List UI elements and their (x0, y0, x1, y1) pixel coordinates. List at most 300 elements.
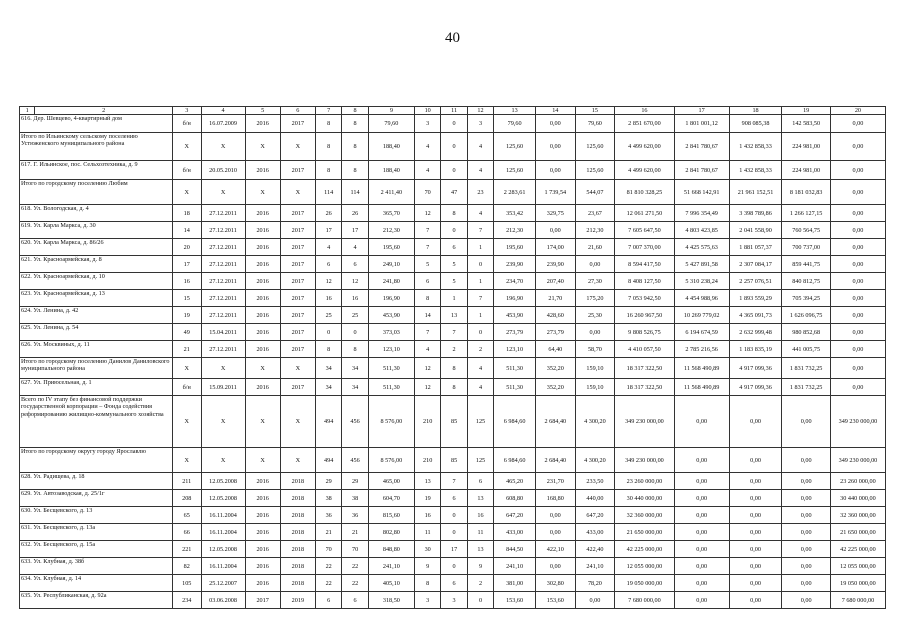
table-cell: 9 (467, 558, 493, 575)
table-cell: 20.05.2010 (201, 161, 245, 180)
table-cell: 2016 (245, 341, 280, 358)
row-number: 618. (21, 205, 34, 213)
housing-table (19, 106, 886, 609)
table-cell: 4 (414, 133, 440, 161)
table-cell: 13 (441, 307, 467, 324)
address-text: Ул. Радищева, д. 18 (33, 473, 85, 481)
table-cell: 6 (315, 256, 341, 273)
table-row (20, 205, 886, 222)
table-cell: 195,60 (368, 239, 414, 256)
table-row (20, 379, 886, 396)
table-cell: 21 961 152,51 (729, 180, 782, 205)
table-cell: 0,00 (674, 396, 729, 448)
table-cell: 2017 (280, 273, 315, 290)
table-cell: 441 005,75 (782, 341, 830, 358)
table-cell: 195,60 (494, 239, 536, 256)
table-cell: 18 317 322,50 (615, 379, 674, 396)
table-cell: 6 (441, 239, 467, 256)
table-cell: 0 (441, 161, 467, 180)
table-cell: 2017 (280, 290, 315, 307)
table-cell: 2017 (280, 222, 315, 239)
table-cell: 2017 (280, 324, 315, 341)
address-cell (20, 575, 173, 592)
table-cell: 234,70 (494, 273, 536, 290)
row-number: 619. (21, 222, 34, 230)
table-cell: 422,40 (575, 541, 615, 558)
table-cell: 21 (315, 524, 341, 541)
table-row (20, 358, 886, 379)
table-cell: 19 050 000,00 (830, 575, 885, 592)
table-cell: 0 (467, 324, 493, 341)
housing-table-container (19, 106, 886, 609)
table-cell: 2016 (245, 239, 280, 256)
table-cell: 2 283,61 (494, 180, 536, 205)
table-cell: 208 (172, 490, 201, 507)
table-row (20, 448, 886, 473)
table-cell: 25 (315, 307, 341, 324)
table-cell: 608,80 (494, 490, 536, 507)
table-cell: 848,80 (368, 541, 414, 558)
column-number-cell: 11 (441, 107, 467, 115)
table-cell: 16.11.2004 (201, 558, 245, 575)
table-cell: X (201, 396, 245, 448)
table-cell: 2016 (245, 379, 280, 396)
table-cell: 2016 (245, 290, 280, 307)
table-cell: 11 (467, 524, 493, 541)
address-cell (20, 490, 173, 507)
table-cell: 1 801 001,12 (674, 115, 729, 133)
table-cell: 210 (414, 448, 440, 473)
table-cell: 2 041 558,90 (729, 222, 782, 239)
table-cell: X (280, 180, 315, 205)
address-text: Итого по городскому поселению Данилов Даниловского муниципального района (21, 358, 170, 373)
table-cell: 27.12.2011 (201, 273, 245, 290)
table-cell: 32 360 000,00 (830, 507, 885, 524)
table-cell: 0,00 (536, 222, 576, 239)
table-cell: 175,20 (575, 290, 615, 307)
table-cell: 17 (342, 222, 368, 239)
table-cell: 2017 (280, 256, 315, 273)
table-cell: 511,30 (494, 358, 536, 379)
table-cell: 224 981,00 (782, 161, 830, 180)
table-cell: 21 (172, 341, 201, 358)
table-row (20, 558, 886, 575)
table-cell: 212,30 (494, 222, 536, 239)
column-number-cell: 6 (280, 107, 315, 115)
table-cell: 453,90 (368, 307, 414, 324)
table-row (20, 324, 886, 341)
table-cell: 70 (315, 541, 341, 558)
table-cell: 21 650 000,00 (830, 524, 885, 541)
table-cell: б/н (172, 115, 201, 133)
table-cell: 0,00 (729, 448, 782, 473)
table-cell: 318,50 (368, 592, 414, 609)
address-cell (20, 592, 173, 609)
table-cell: X (280, 396, 315, 448)
table-cell: 27.12.2011 (201, 341, 245, 358)
table-cell: 125,60 (494, 133, 536, 161)
table-cell: 4 499 620,00 (615, 161, 674, 180)
address-text: Ул. Ленина, д. 54 (33, 324, 79, 332)
column-number-cell: 9 (368, 107, 414, 115)
address-text: Ул. Бесщевского, д. 13 (33, 507, 93, 515)
address-cell (20, 558, 173, 575)
table-cell: 34 (342, 379, 368, 396)
table-cell: 0,00 (575, 592, 615, 609)
column-number-cell: 1 (20, 107, 35, 115)
table-cell: 16.11.2004 (201, 524, 245, 541)
table-cell: 231,70 (536, 473, 576, 490)
address-text: Ул. Бесщевского, д. 13а (33, 524, 96, 532)
table-cell: 125 (467, 396, 493, 448)
address-cell (20, 307, 173, 324)
table-cell: 0,00 (830, 358, 885, 379)
row-number: 629. (21, 490, 34, 498)
table-cell: 196,90 (494, 290, 536, 307)
table-cell: б/н (172, 161, 201, 180)
table-cell: 1 (467, 239, 493, 256)
table-cell: 4 425 575,63 (674, 239, 729, 256)
address-text: Ул. Красноармейская, д. 13 (33, 290, 105, 298)
table-cell: 1 893 559,29 (729, 290, 782, 307)
table-cell: 8 (441, 358, 467, 379)
table-cell: 16 (467, 507, 493, 524)
table-row (20, 180, 886, 205)
address-text: Г. Ильинское, пос. Сельхозтехника, д. 9 (33, 161, 138, 169)
table-cell: 2016 (245, 161, 280, 180)
address-text: Ул. Республиканская, д. 92а (33, 592, 107, 600)
table-cell: 8 (414, 290, 440, 307)
row-number: 634. (21, 575, 34, 583)
table-cell: 0,00 (729, 490, 782, 507)
table-cell: 13 (467, 490, 493, 507)
table-cell: 365,70 (368, 205, 414, 222)
table-cell: 105 (172, 575, 201, 592)
table-cell: 1 (441, 290, 467, 307)
table-cell: 0,00 (782, 490, 830, 507)
row-number: 632. (21, 541, 34, 549)
table-cell: 2016 (245, 205, 280, 222)
table-cell: 0 (342, 324, 368, 341)
table-cell: 0 (441, 524, 467, 541)
table-cell: 13 (467, 541, 493, 558)
table-cell: 8 (315, 341, 341, 358)
table-cell: 27.12.2011 (201, 290, 245, 307)
table-cell: 6 194 674,59 (674, 324, 729, 341)
table-cell: 1 266 127,15 (782, 205, 830, 222)
table-cell: 81 810 328,25 (615, 180, 674, 205)
address-text: Итого по городскому поселению Любим (21, 180, 128, 188)
table-cell: 29 (315, 473, 341, 490)
table-cell: 19 (172, 307, 201, 324)
table-cell: 239,90 (494, 256, 536, 273)
table-cell: 0 (441, 558, 467, 575)
table-cell: 0,00 (782, 507, 830, 524)
table-cell: 4 300,20 (575, 448, 615, 473)
table-cell: 349 230 000,00 (615, 396, 674, 448)
table-cell: 1 881 057,37 (729, 239, 782, 256)
address-text: Ул. Автозаводская, д. 25/1г (33, 490, 105, 498)
table-cell: 38 (342, 490, 368, 507)
table-cell: 302,80 (536, 575, 576, 592)
table-cell: 125 (467, 448, 493, 473)
table-cell: 433,00 (494, 524, 536, 541)
table-cell: X (245, 396, 280, 448)
table-cell: 8 (342, 115, 368, 133)
table-cell: 207,40 (536, 273, 576, 290)
address-text: Итого по городскому округу городу Ярославлю (21, 448, 147, 456)
table-cell: 2 841 780,67 (674, 133, 729, 161)
table-cell: X (280, 358, 315, 379)
table-cell: 6 (441, 490, 467, 507)
table-cell: 1 (467, 307, 493, 324)
table-cell: 2017 (280, 161, 315, 180)
table-cell: 0,00 (830, 115, 885, 133)
table-cell: X (201, 133, 245, 161)
table-cell: 2017 (280, 115, 315, 133)
table-cell: 0,00 (830, 379, 885, 396)
table-cell: 2018 (280, 473, 315, 490)
table-cell: 0,00 (830, 341, 885, 358)
address-text: Всего по IV этапу без финансовой поддержки государственной корпорации – Фонда содействия реформированию жилищно-коммунального хозяйства (21, 396, 164, 418)
table-cell: 34 (342, 358, 368, 379)
table-cell: 511,30 (368, 358, 414, 379)
table-cell: 4 300,20 (575, 396, 615, 448)
table-cell: 12.05.2008 (201, 473, 245, 490)
table-cell: 27.12.2011 (201, 307, 245, 324)
row-number: 631. (21, 524, 34, 532)
address-cell (20, 358, 173, 379)
table-cell: 2016 (245, 115, 280, 133)
column-number-cell: 13 (494, 107, 536, 115)
address-cell (20, 161, 173, 180)
address-text: Ул. Ленина, д. 42 (33, 307, 79, 315)
table-cell: 3 (414, 592, 440, 609)
column-number-cell: 5 (245, 107, 280, 115)
table-cell: X (245, 133, 280, 161)
column-number-cell: 2 (35, 107, 173, 115)
table-cell: 405,10 (368, 575, 414, 592)
table-cell: 211 (172, 473, 201, 490)
table-cell: 349 230 000,00 (615, 448, 674, 473)
table-cell: 23 260 000,00 (830, 473, 885, 490)
table-cell: 188,40 (368, 133, 414, 161)
table-cell: 11 (414, 524, 440, 541)
table-cell: 2 632 999,48 (729, 324, 782, 341)
table-cell: X (172, 358, 201, 379)
table-cell: 7 007 370,00 (615, 239, 674, 256)
table-cell: 4 (414, 341, 440, 358)
table-row (20, 507, 886, 524)
table-cell: 6 984,60 (494, 448, 536, 473)
row-number: 623. (21, 290, 34, 298)
table-cell: 30 440 000,00 (830, 490, 885, 507)
table-cell: 2017 (280, 379, 315, 396)
table-cell: 8 (315, 133, 341, 161)
table-cell: 18 317 322,50 (615, 358, 674, 379)
table-cell: 859 441,75 (782, 256, 830, 273)
table-cell: 2 841 780,67 (674, 161, 729, 180)
address-cell (20, 256, 173, 273)
table-cell: 159,10 (575, 358, 615, 379)
table-cell: 25 (342, 307, 368, 324)
table-cell: 2018 (280, 558, 315, 575)
table-cell: 2 307 084,17 (729, 256, 782, 273)
table-cell: 0,00 (782, 448, 830, 473)
table-cell: 239,90 (536, 256, 576, 273)
table-cell: 0,00 (729, 473, 782, 490)
table-cell: 42 225 000,00 (615, 541, 674, 558)
table-row (20, 290, 886, 307)
column-number-cell: 14 (536, 107, 576, 115)
row-number: 617. (21, 161, 34, 169)
table-cell: 647,20 (494, 507, 536, 524)
table-cell: 2016 (245, 524, 280, 541)
table-cell: 64,40 (536, 341, 576, 358)
table-cell: 7 (441, 473, 467, 490)
table-cell: 0 (315, 324, 341, 341)
table-cell: 12 (342, 273, 368, 290)
table-cell: 2 257 076,51 (729, 273, 782, 290)
table-cell: 5 (441, 256, 467, 273)
address-cell (20, 396, 173, 448)
table-row (20, 341, 886, 358)
column-number-cell: 10 (414, 107, 440, 115)
table-cell: 0,00 (782, 473, 830, 490)
table-cell: 6 (414, 273, 440, 290)
table-cell: 0,00 (830, 324, 885, 341)
table-cell: 8 594 417,50 (615, 256, 674, 273)
table-cell: 26 (342, 205, 368, 222)
table-cell: 0,00 (729, 524, 782, 541)
address-cell (20, 239, 173, 256)
row-number: 624. (21, 307, 34, 315)
table-cell: 0 (467, 256, 493, 273)
table-cell: 30 (414, 541, 440, 558)
address-cell (20, 324, 173, 341)
table-cell: 0,00 (536, 507, 576, 524)
table-cell: 0,00 (782, 558, 830, 575)
table-cell: X (172, 396, 201, 448)
table-cell: 604,70 (368, 490, 414, 507)
table-cell: 8 181 032,83 (782, 180, 830, 205)
table-row (20, 307, 886, 324)
table-cell: 17 (441, 541, 467, 558)
table-cell: 234 (172, 592, 201, 609)
table-cell: 8 (342, 161, 368, 180)
table-cell: 0,00 (830, 256, 885, 273)
table-cell: 0,00 (674, 448, 729, 473)
table-row (20, 115, 886, 133)
table-cell: 17 (315, 222, 341, 239)
table-cell: 34 (315, 358, 341, 379)
table-cell: 760 564,75 (782, 222, 830, 239)
table-cell: 23 (467, 180, 493, 205)
table-cell: 5 (441, 273, 467, 290)
table-cell: 0,00 (729, 575, 782, 592)
table-cell: 2 684,40 (536, 448, 576, 473)
table-cell: 4 365 091,73 (729, 307, 782, 324)
table-cell: 188,40 (368, 161, 414, 180)
table-cell: 8 (315, 115, 341, 133)
table-cell: 0,00 (729, 541, 782, 558)
table-row (20, 256, 886, 273)
table-cell: 8 576,00 (368, 396, 414, 448)
table-cell: 544,07 (575, 180, 615, 205)
table-cell: 456 (342, 396, 368, 448)
column-number-cell: 4 (201, 107, 245, 115)
table-cell: 78,20 (575, 575, 615, 592)
table-cell: 58,70 (575, 341, 615, 358)
table-cell: 0,00 (536, 115, 576, 133)
table-cell: 700 737,00 (782, 239, 830, 256)
table-cell: 6 (315, 592, 341, 609)
table-cell: 8 (342, 341, 368, 358)
table-cell: 12 (414, 379, 440, 396)
table-cell: 0,00 (536, 133, 576, 161)
table-cell: 142 583,50 (782, 115, 830, 133)
table-cell: 12.05.2008 (201, 490, 245, 507)
table-cell: 241,80 (368, 273, 414, 290)
row-number: 628. (21, 473, 34, 481)
table-cell: 79,60 (368, 115, 414, 133)
table-cell: 2016 (245, 490, 280, 507)
table-row (20, 575, 886, 592)
table-cell: 7 996 354,49 (674, 205, 729, 222)
table-cell: 352,20 (536, 358, 576, 379)
table-cell: 8 (315, 161, 341, 180)
table-cell: 7 053 942,50 (615, 290, 674, 307)
table-cell: 0,00 (729, 592, 782, 609)
table-cell: 32 360 000,00 (615, 507, 674, 524)
column-number-row (20, 107, 886, 115)
table-cell: 2017 (280, 307, 315, 324)
table-cell: 273,79 (494, 324, 536, 341)
table-cell: 212,30 (575, 222, 615, 239)
table-cell: 4 (467, 161, 493, 180)
table-cell: 4 (467, 358, 493, 379)
table-cell: 15.04.2011 (201, 324, 245, 341)
table-cell: 2016 (245, 256, 280, 273)
table-cell: 7 (414, 324, 440, 341)
table-cell: 0,00 (729, 558, 782, 575)
table-cell: 2 (467, 575, 493, 592)
table-row (20, 222, 886, 239)
table-cell: X (245, 180, 280, 205)
table-cell: 0,00 (830, 307, 885, 324)
table-cell: 212,30 (368, 222, 414, 239)
table-cell: 123,10 (494, 341, 536, 358)
table-cell: 3 398 789,86 (729, 205, 782, 222)
table-cell: 8 (414, 575, 440, 592)
table-cell: б/н (172, 379, 201, 396)
table-cell: 1 831 732,25 (782, 379, 830, 396)
table-cell: X (201, 180, 245, 205)
table-cell: 25.12.2007 (201, 575, 245, 592)
table-cell: 4 499 620,00 (615, 133, 674, 161)
table-cell: 123,10 (368, 341, 414, 358)
table-row (20, 473, 886, 490)
table-cell: 4 (342, 239, 368, 256)
table-cell: 159,10 (575, 379, 615, 396)
column-number-cell: 3 (172, 107, 201, 115)
table-cell: 85 (441, 448, 467, 473)
table-cell: 5 310 238,24 (674, 273, 729, 290)
table-cell: 433,00 (575, 524, 615, 541)
table-cell: 7 (467, 290, 493, 307)
address-text: Ул. Бесщевского, д. 15а (33, 541, 96, 549)
table-cell: 0,00 (674, 592, 729, 609)
